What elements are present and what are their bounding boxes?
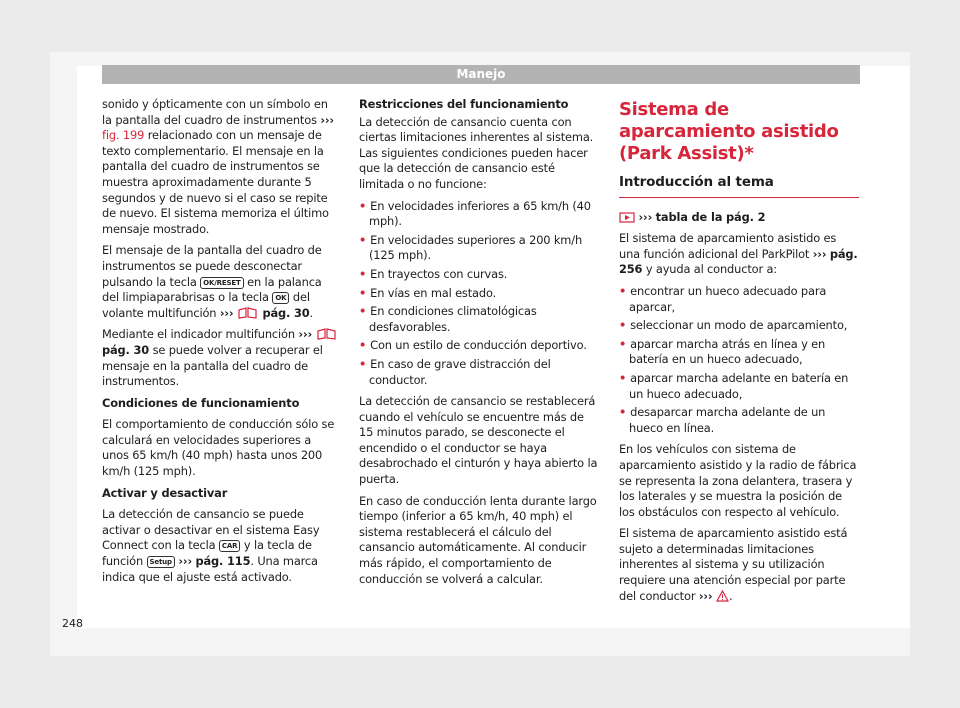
arrow-icon: ››› <box>178 554 193 569</box>
bullet-icon: • <box>619 336 627 351</box>
paragraph: El sistema de aparcamiento asistido es una función adicional del ParkPilot ››› pág. 256 y ayuda al conductor a: <box>619 231 858 277</box>
table-link[interactable]: tabla de la pág. 2 <box>655 209 766 224</box>
bullet-icon: • <box>619 370 627 385</box>
column-right <box>619 97 859 610</box>
heading: Activar y desactivar <box>102 485 228 500</box>
bullet-icon: • <box>359 356 367 371</box>
bullet-icon: • <box>359 338 367 353</box>
bullet-list <box>359 199 598 389</box>
column-left <box>102 97 340 591</box>
heading: Condiciones de funcionamiento <box>102 395 300 410</box>
bullet-icon: • <box>619 405 627 420</box>
bullet-icon: • <box>359 285 367 300</box>
car-key-icon: CAR <box>219 540 241 552</box>
list-item: • Con un estilo de conducción deportivo. <box>359 338 587 353</box>
arrow-icon: ››› <box>298 327 313 342</box>
paragraph: En los vehículos con sistema de aparcamiento asistido y la radio de fábrica se representa la zona delantera, trasera y los laterales y se muestra la posición de los obstáculos con respecto al vehículo. <box>619 442 857 519</box>
section-header: Manejo <box>102 65 860 84</box>
ok-reset-key-icon: OK/RESET <box>200 277 244 289</box>
list-item: • aparcar marcha adelante en batería en un hueco adecuado, <box>619 370 849 401</box>
list-item: • En velocidades superiores a 200 km/h (125 mph). <box>359 232 583 263</box>
column-middle <box>359 97 598 593</box>
page-link[interactable]: pág. 256 <box>619 246 858 277</box>
paragraph: En caso de conducción lenta durante largo tiempo (inferior a 65 km/h, 40 mph) el sistema restablecerá el cálculo del cansancio automáticamente. Al conducir más rápido, el comportamiento de conducción se volverá a calcular. <box>359 493 597 586</box>
list-item: • En condiciones climatológicas desfavorables. <box>359 304 537 334</box>
ok-key-icon: OK <box>272 292 289 304</box>
paragraph: sonido y ópticamente con un símbolo en la pantalla del cuadro de instrumentos ››› fig. 199 relacionado con un mensaje de texto complementario. El mensaje en la pantalla del cuadro de instrumentos se muestra aproximadamente durante 5 segundos y de nuevo si el caso se repite de nuevo. El sistema memoriza el último mensaje mostrado. <box>102 97 334 236</box>
arrow-icon: ››› <box>320 112 334 127</box>
figure-link[interactable]: fig. 199 <box>102 128 145 143</box>
page-number: 248 <box>62 617 83 630</box>
page-link[interactable]: pág. 30 <box>102 342 150 357</box>
bullet-icon: • <box>359 266 367 281</box>
arrow-icon: ››› <box>219 305 234 320</box>
paragraph: La detección de cansancio se puede activar o desactivar en el sistema Easy Connect con la tecla CAR y la tecla de función Setup ››› pág. 115. Una marca indica que el ajuste está activado. <box>102 507 320 584</box>
section-title: Sistema de aparcamiento asistido (Park Assist)* <box>619 99 839 164</box>
intro-reference <box>619 210 859 226</box>
list-item: • encontrar un hueco adecuado para aparcar, <box>619 283 827 314</box>
list-item: • aparcar marcha atrás en línea y en batería en un hueco adecuado, <box>619 336 826 367</box>
list-item: • desaparcar marcha adelante de un hueco en línea. <box>619 405 826 435</box>
page-link[interactable]: pág. 30 <box>262 305 310 320</box>
section-subtitle: Introducción al tema <box>619 175 859 198</box>
heading: Restricciones del funcionamiento <box>359 97 569 111</box>
page-link[interactable]: pág. 115 <box>195 554 251 569</box>
warning-icon <box>716 590 729 602</box>
list-item: • seleccionar un modo de aparcamiento, <box>619 318 848 333</box>
book-icon <box>316 328 338 340</box>
bullet-icon: • <box>359 232 367 247</box>
book-icon <box>237 307 259 319</box>
paragraph: Mediante el indicador multifunción ››› pág. 30 se puede volver a recuperar el mensaje en la pantalla del cuadro de instrumentos. <box>102 327 340 389</box>
arrow-icon: ››› <box>698 588 713 603</box>
list-item: • En trayectos con curvas. <box>359 266 508 281</box>
paragraph: La detección de cansancio cuenta con ciertas limitaciones inherentes al sistema. Las siguientes condiciones pueden hacer que la detección de cansancio esté limitada o no funcione: <box>359 114 594 191</box>
paragraph: La detección de cansancio se restablecerá cuando el vehículo se encuentre más de 15 minutos parado, se desconecte el encendido o el conductor se haya desabrochado el cinturón y haya abierto la puerta. <box>359 394 598 487</box>
bullet-list <box>619 284 859 436</box>
list-item: • En vías en mal estado. <box>359 285 497 300</box>
paragraph: El sistema de aparcamiento asistido está sujeto a determinadas limitaciones inherentes al sistema y su utilización requiere una atención especial por parte del conductor ››› . <box>619 526 848 603</box>
bullet-icon: • <box>619 283 627 298</box>
paragraph: El comportamiento de conducción sólo se calculará en velocidades superiores a unos 65 km/h (40 mph) hasta unos 200 km/h (125 mph). <box>102 417 335 479</box>
bullet-icon: • <box>359 304 367 319</box>
bullet-icon: • <box>359 198 367 213</box>
video-icon <box>619 211 635 223</box>
list-item: • En caso de grave distracción del conductor. <box>359 356 551 387</box>
arrow-icon: ››› <box>638 209 653 224</box>
paragraph: El mensaje de la pantalla del cuadro de instrumentos se puede desconectar pulsando la tecla OK/RESET en la palanca del limpiaparabrisas o la tecla OK del volante multifunción ››› pág. 30. <box>102 243 322 320</box>
arrow-icon: ››› <box>812 246 827 261</box>
setup-key-icon: Setup <box>147 556 175 568</box>
bullet-icon: • <box>619 318 627 333</box>
list-item: • En velocidades inferiores a 65 km/h (40 mph). <box>359 198 591 229</box>
